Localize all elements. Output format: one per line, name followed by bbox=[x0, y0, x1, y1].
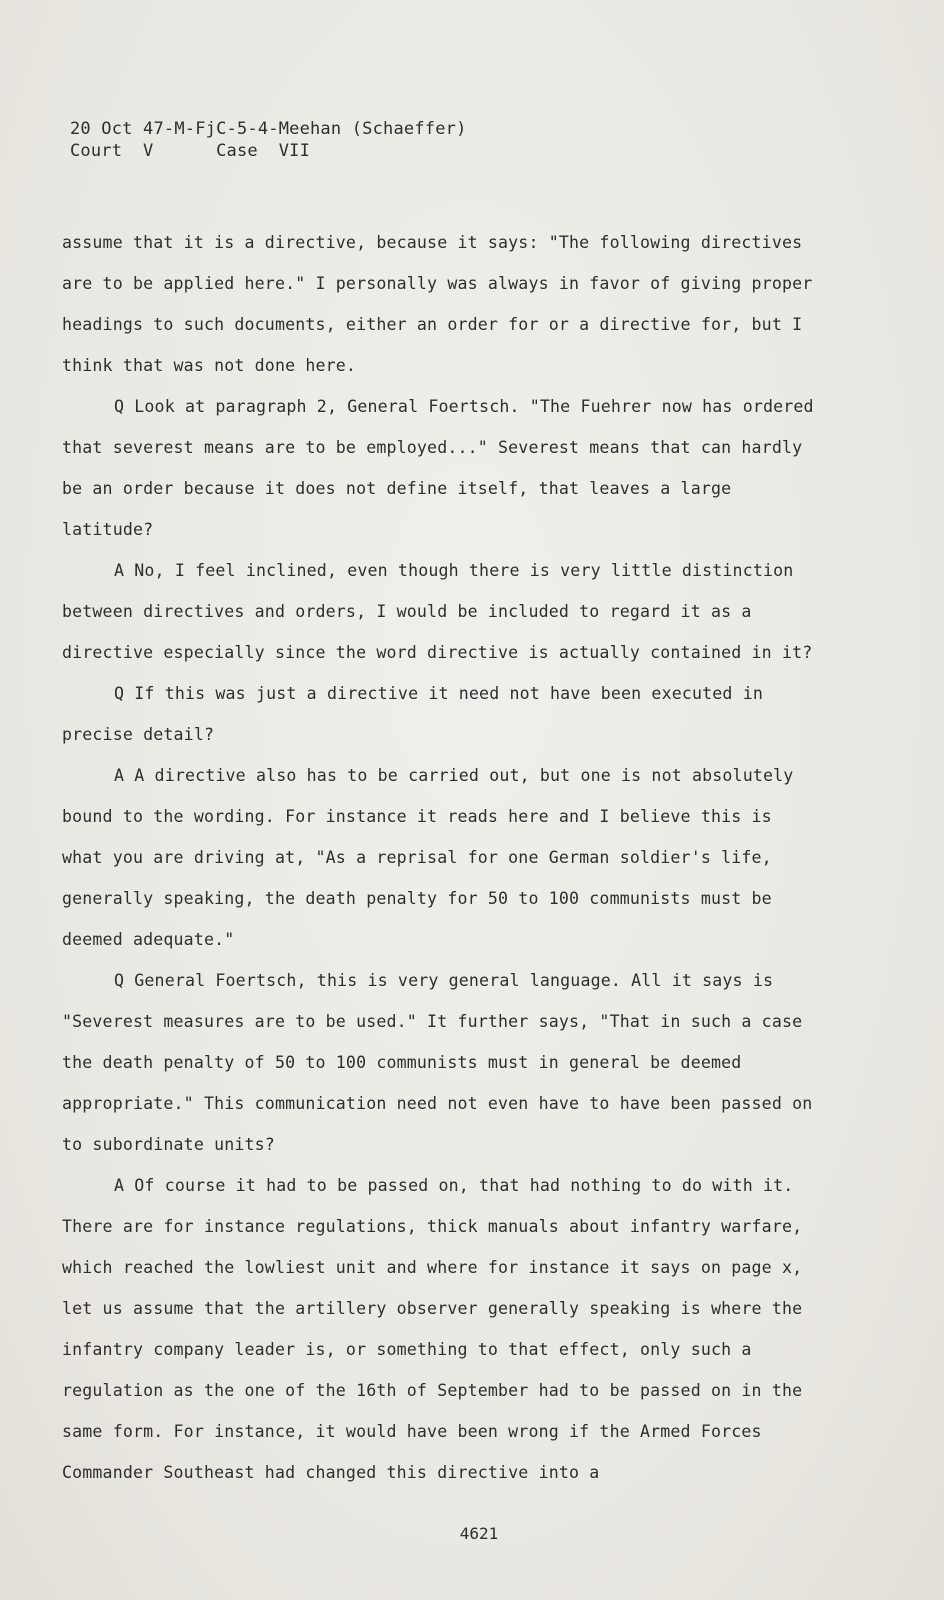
paragraph: Q General Foertsch, this is very general language. All it says is "Severest measures are to be used." It further says, "That in such a case the death penalty of 50 to 100 communists must in general be deemed appropriate." This communication need not even have to have been passed on to subordinate units? bbox=[62, 971, 813, 1154]
paragraph: A No, I feel inclined, even though there is very little distinction between directives and orders, I would be included to regard it as a directive especially since the word directive is actually contained in it? bbox=[62, 561, 813, 662]
paragraph: A Of course it had to be passed on, that had nothing to do with it. There are for instance regulations, thick manuals about infantry warfare, which reached the lowliest unit and where for instance it says on page x, let us assume that the artillery observer generally speaking is where the infantry company leader is, or something to that effect, only such a regulation as the one of the 16th of September had to be passed on in the same form. For instance, it would have been wrong if the Armed Forces Commander Southeast had changed this directive into a bbox=[62, 1176, 803, 1482]
page-number: 4621 bbox=[459, 1524, 499, 1543]
paragraph: A A directive also has to be carried out, but one is not absolutely bound to the wording. For instance it reads here and I believe this is what you are driving at, "As a reprisal for one German soldier's life, generally speaking, the death penalty for 50 to 100 communists must be deemed adequate." bbox=[62, 766, 794, 949]
document-header bbox=[70, 118, 467, 162]
header-court-case-line: Court V Case VII bbox=[70, 141, 311, 161]
paragraph: assume that it is a directive, because it says: "The following directives are to be applied here." I personally was always in favor of giving proper headings to such documents, either an order for or a directive for, but I think that was not done here. bbox=[62, 233, 813, 375]
paragraph: Q If this was just a directive it need not have been executed in precise detail? bbox=[62, 684, 763, 744]
transcript-body bbox=[62, 222, 822, 1493]
paragraph: Q Look at paragraph 2, General Foertsch. "The Fuehrer now has ordered that severest means are to be employed..." Severest means that can hardly be an order because it does not define itself, that leaves a large latitude? bbox=[62, 397, 814, 539]
header-reference-line: 20 Oct 47-M-FjC-5-4-Meehan (Schaeffer) bbox=[70, 119, 467, 139]
